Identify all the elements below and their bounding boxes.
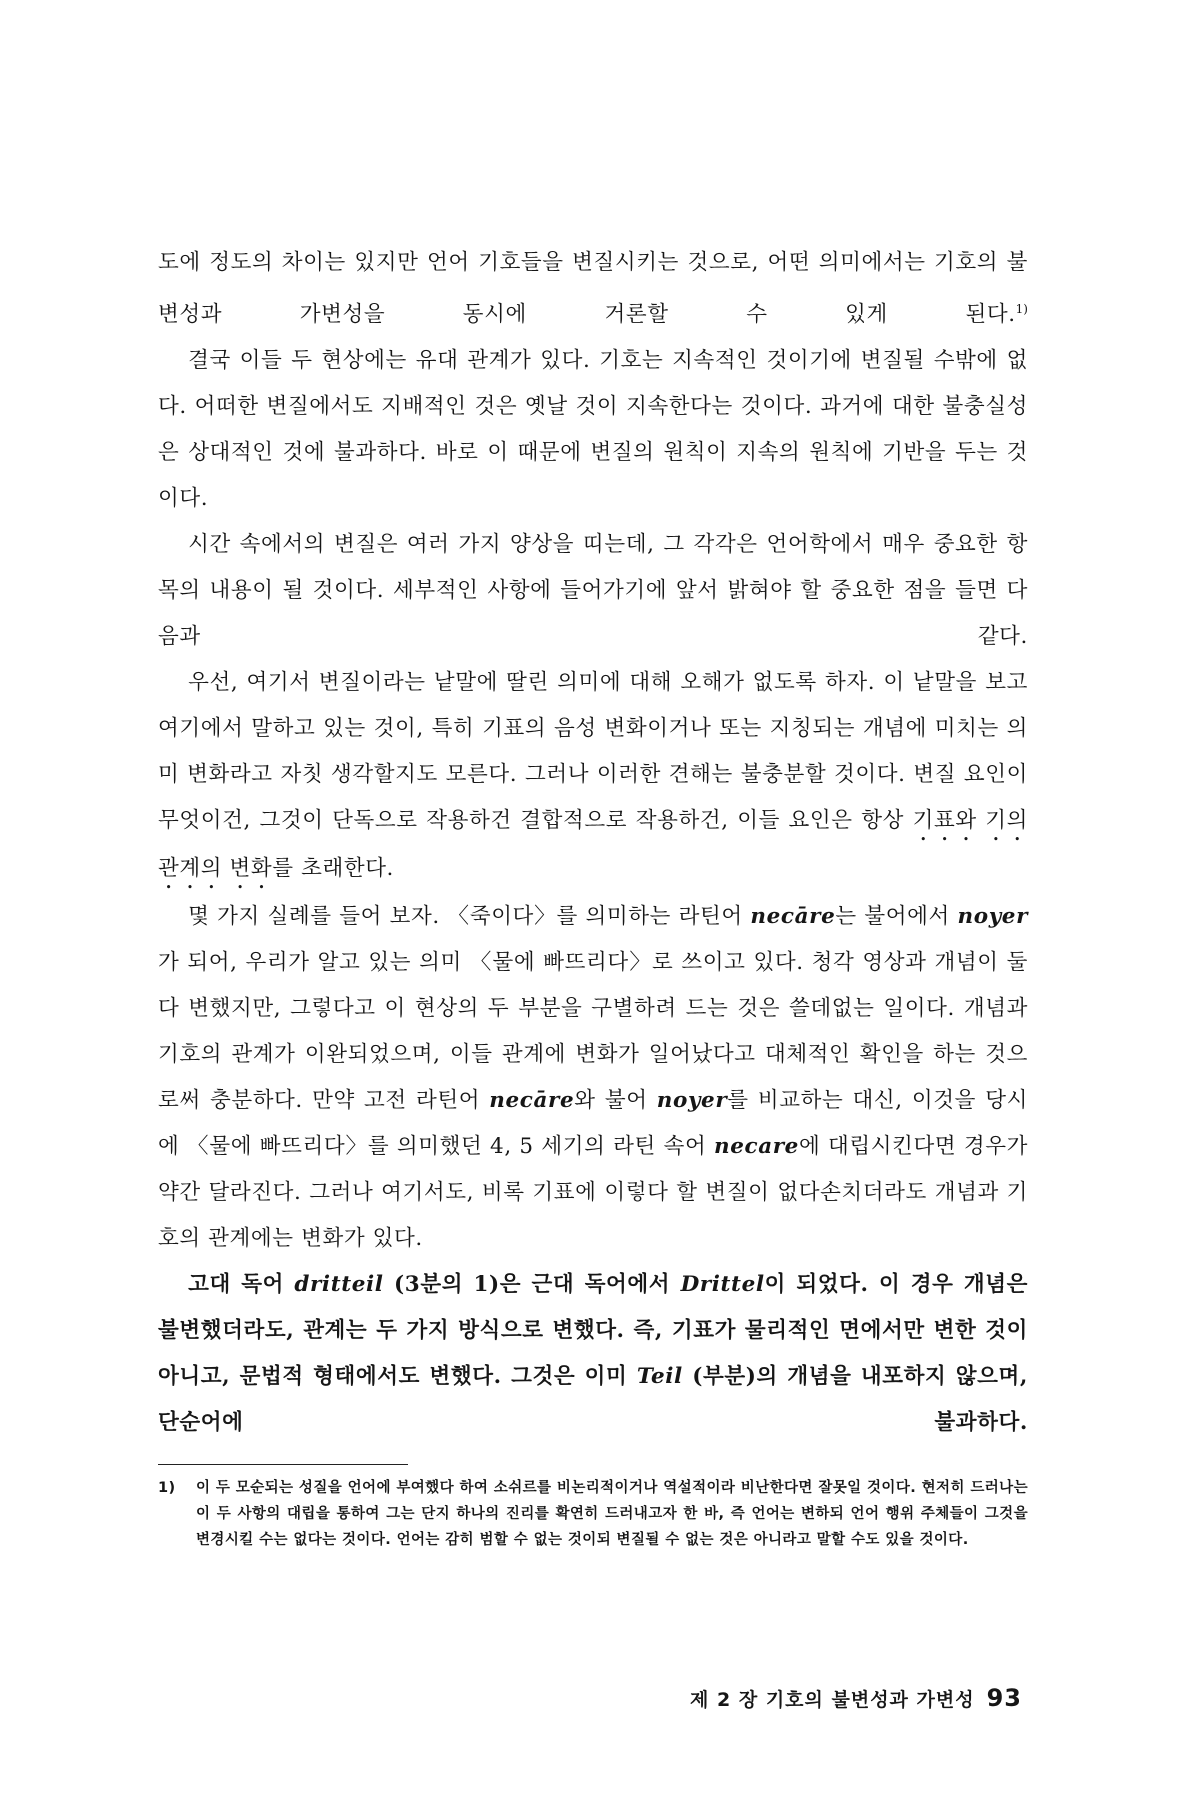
paragraph-3: 시간 속에서의 변질은 여러 가지 양상을 띠는데, 그 각각은 언어학에서 매우 중요한 항목의 내용이 될 것이다. 세부적인 사항에 들어가기에 앞서 밝혀야 할 중요한 점을 들면 다음과 같다. [158, 532, 1028, 650]
footnote [158, 1475, 1028, 1553]
paragraph-5-text: 는 불어에서 [835, 904, 958, 930]
latin-word: necāre [489, 1088, 575, 1114]
page-body [158, 240, 1028, 1553]
paragraph-6-text: 고대 독어 [188, 1272, 295, 1298]
paragraph-2: 결국 이들 두 현상에는 유대 관계가 있다. 기호는 지속적인 것이기에 변질될 수밖에 없다. 어떠한 변질에서도 지배적인 것은 옛날 것이 지속한다는 것이다. 과거에 대한 불충실성은 상대적인 것에 불과하다. 바로 이 때문에 변질의 원칙이 지속의 원칙에 기반을 두는 것이다. [158, 348, 1028, 512]
footnote-number: 1) [158, 1480, 176, 1497]
german-word: Drittel [680, 1272, 765, 1298]
page-number: 93 [986, 1684, 1022, 1712]
german-word: Teil [636, 1364, 683, 1390]
page-footer [690, 1684, 1022, 1712]
vulgar-latin-word: necare [714, 1134, 799, 1160]
paragraph-6-text: 이 되었다. 이 경우 개념은 불변했더라도, 관계는 두 가지 방식으로 변했다. 즉, 기표가 물리적인 면에서만 변한 것이 아니고, 문법적 형태에서도 변했다. 그것은 이미 [158, 1272, 1028, 1390]
french-word: noyer [656, 1088, 728, 1114]
footnote-reference: 1) [1015, 302, 1028, 316]
footnote-divider [158, 1464, 408, 1465]
paragraph-5 [158, 894, 1028, 1262]
paragraph-4-text: 우선, 여기서 변질이라는 낱말에 딸린 의미에 대해 오해가 없도록 하자. 이 낱말을 보고 여기에서 말하고 있는 것이, 특히 기표의 음성 변화이거나 또는 지칭되는 개념에 미치는 의미 변화라고 자칫 생각할지도 모른다. 그러나 이러한 견해는 불충분할 것이다. 변질 요인이 무엇이건, 그것이 단독으로 작용하건 결합적으로 작용하건, 이들 요인은 항상 [158, 670, 1028, 834]
paragraph-4 [158, 660, 1028, 894]
emphasized-phrase: 기표와 기의 관계의 변화 [158, 808, 1029, 882]
german-word: dritteil [294, 1272, 384, 1298]
paragraph-5-text: 와 불어 [574, 1088, 657, 1114]
paragraph-4-end: 를 초래한다. [272, 856, 394, 882]
paragraph-6 [158, 1262, 1028, 1446]
paragraph-5-text: 를 비교하는 대신, 이것을 당시에 〈물에 빠뜨리다〉를 의미했던 4, 5 세기의 라틴 속어 [158, 1088, 1028, 1160]
paragraph-6-text: (부분)의 개념을 내포하지 않으며, 단순어에 불과하다. [158, 1364, 1028, 1436]
running-footer-chapter: 제 2 장 기호의 불변성과 가변성 [690, 1689, 975, 1711]
paragraph-6-text: (3분의 1)은 근대 독어에서 [383, 1272, 681, 1298]
latin-word: necāre [750, 904, 836, 930]
paragraph-1-text: 도에 정도의 차이는 있지만 언어 기호들을 변질시키는 것으로, 어떤 의미에서는 기호의 불변성과 가변성을 동시에 거론할 수 있게 된다. [158, 250, 1028, 328]
paragraph-5-text: 가 되어, 우리가 알고 있는 의미 〈물에 빠뜨리다〉로 쓰이고 있다. 청각 영상과 개념이 둘 다 변했지만, 그렇다고 이 현상의 두 부분을 구별하려 드는 것은 쓸데없는 일이다. 개념과 기호의 관계가 이완되었으며, 이들 관계에 변화가 일어났다고 대체적인 확인을 하는 것으로써 충분하다. 만약 고전 라틴어 [158, 950, 1028, 1114]
paragraph-1 [158, 240, 1028, 338]
footnote-text: 이 두 모순되는 성질을 언어에 부여했다 하여 소쉬르를 비논리적이거나 역설적이라 비난한다면 잘못일 것이다. 현저히 드러나는 이 두 사항의 대립을 통하여 그는 단지 하나의 진리를 확연히 드러내고자 한 바, 즉 언어는 변하되 언어 행위 주체들이 그것을 변경시킬 수는 없다는 것이다. 언어는 감히 범할 수 없는 것이되 변질될 수 없는 것은 아니라고 말할 수도 있을 것이다. [196, 1480, 1028, 1549]
paragraph-5-text: 몇 가지 실례를 들어 보자. 〈죽이다〉를 의미하는 라틴어 [188, 904, 751, 930]
paragraph-5-text: 에 대립시킨다면 경우가 약간 달라진다. 그러나 여기서도, 비록 기표에 이렇다 할 변질이 없다손치더라도 개념과 기호의 관계에는 변화가 있다. [158, 1134, 1028, 1252]
french-word: noyer [957, 904, 1029, 930]
